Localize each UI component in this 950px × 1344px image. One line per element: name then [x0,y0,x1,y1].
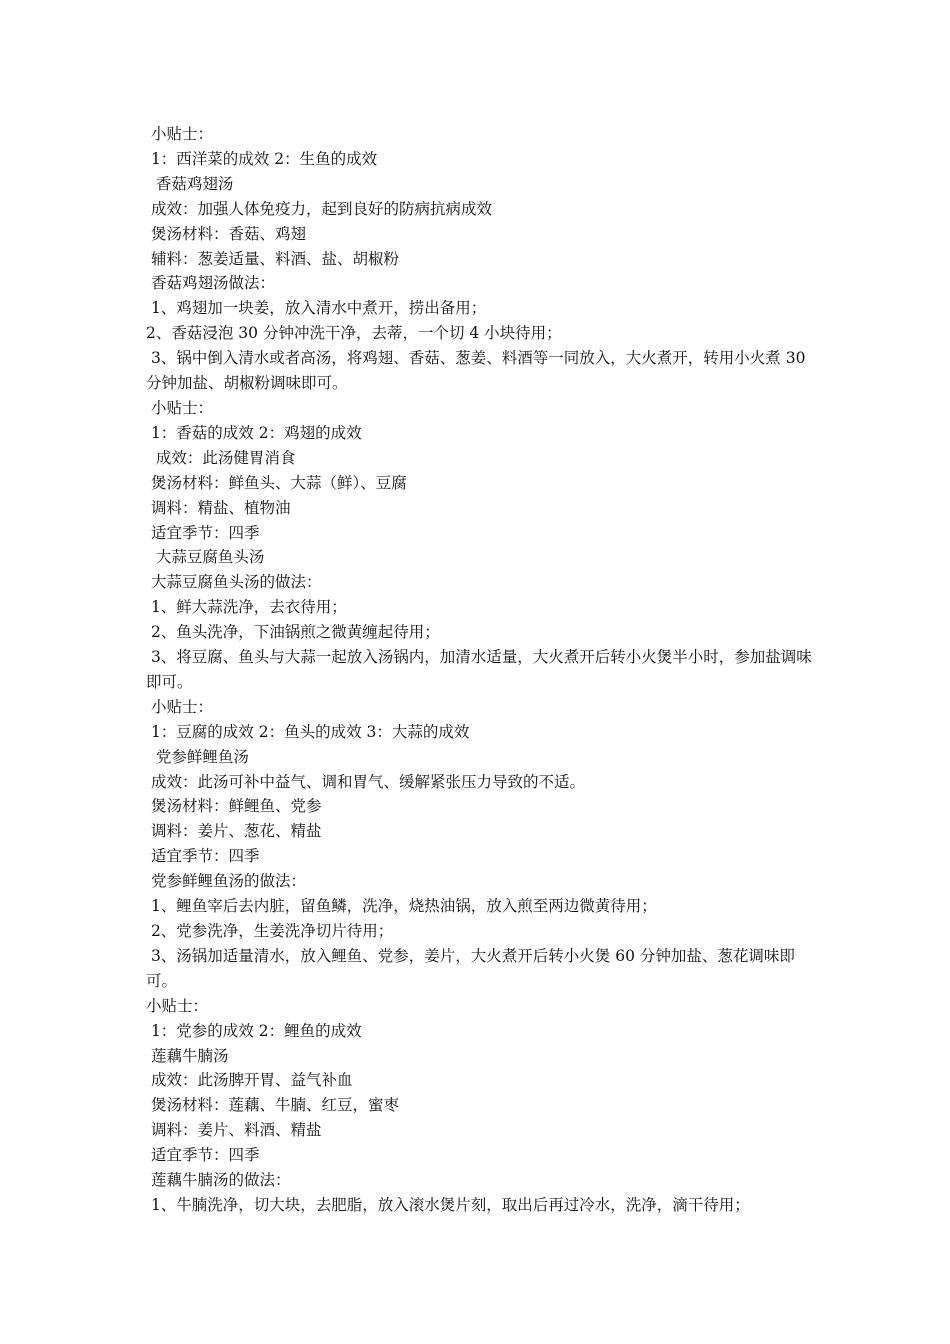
text-line: 2、香菇浸泡 30 分钟冲洗干净，去蒂，一个切 4 小块待用； [146,324,562,343]
text-line: 1：西洋菜的成效 2：生鱼的成效 [146,149,378,168]
text-line: 1：香菇的成效 2：鸡翅的成效 [146,423,362,442]
text-line: 1、牛腩洗净，切大块，去肥脂，放入滚水煲片刻，取出后再过冷水，洗净，滴干待用； [146,1195,750,1214]
text-line: 煲汤材料：莲藕、牛腩、红豆，蜜枣 [146,1096,399,1115]
text-paragraph: 3、将豆腐、鱼头与大蒜一起放入汤锅内，加清水适量，大火煮开后转小火煲半小时，参加盐调味即可。 [146,648,812,691]
text-line: 1：豆腐的成效 2：鱼头的成效 3：大蒜的成效 [146,722,470,741]
text-line: 小贴士： [146,697,213,716]
text-line: 成效：加强人体免疫力，起到良好的防病抗病成效 [146,199,492,218]
text-line: 调料：姜片、料酒、精盐 [146,1121,322,1140]
text-line: 小贴士： [146,125,213,143]
text-line: 煲汤材料：香菇、鸡翅 [146,224,306,243]
text-paragraph: 3、锅中倒入清水或者高汤，将鸡翅、香菇、葱姜、料酒等一同放入，大火煮开，转用小火煮 30 分钟加盐、胡椒粉调味即可。 [146,349,811,393]
text-line: 成效：此汤健胃消食 [146,448,296,467]
text-line: 调料：姜片、葱花、精盐 [146,822,322,841]
text-line: 煲汤材料：鲜鱼头、大蒜（鲜）、豆腐 [146,473,407,492]
text-line: 成效：此汤脾开胃、益气补血 [146,1071,353,1090]
text-line: 2、党参洗净，生姜洗净切片待用； [146,922,394,940]
text-line: 适宜季节：四季 [146,847,260,866]
text-line: 1、鸡翅加一块姜，放入清水中煮开，捞出备用； [146,299,487,318]
text-line: 辅料：葱姜适量、料酒、盐、胡椒粉 [146,249,399,268]
text-line: 2、鱼头洗净，下油锅煎之微黄缠起待用； [146,623,440,642]
text-line: 调料：精盐、植物油 [146,498,291,517]
text-line: 1、鲤鱼宰后去内脏，留鱼鳞，洗净，烧热油锅，放入煎至两边微黄待用； [146,897,657,916]
text-line: 1：党参的成效 2：鲤鱼的成效 [146,1021,362,1040]
text-line: 小贴士： [146,996,209,1015]
document-body [146,122,816,1218]
text-line: 适宜季节：四季 [146,1146,260,1165]
section-heading: 大蒜豆腐鱼头汤 [146,548,265,567]
section-heading: 莲藕牛腩汤 [146,1046,229,1065]
text-line: 1、鲜大蒜洗净，去衣待用； [146,598,347,617]
text-paragraph: 3、汤锅加适量清水，放入鲤鱼、党参，姜片，大火煮开后转小火煲 60 分钟加盐、葱花调味即可。 [146,946,795,990]
text-line: 适宜季节：四季 [146,523,260,542]
text-line: 莲藕牛腩汤的做法： [146,1171,291,1190]
text-line: 党参鲜鲤鱼汤的做法： [146,872,306,891]
text-line: 大蒜豆腐鱼头汤的做法： [146,573,322,592]
text-line: 成效：此汤可补中益气、调和胃气、缓解紧张压力导致的不适。 [146,772,585,791]
text-line: 香菇鸡翅汤做法： [146,274,275,293]
text-line: 小贴士： [146,398,213,417]
section-heading: 党参鲜鲤鱼汤 [146,747,249,766]
text-line: 煲汤材料：鲜鲤鱼、党参 [146,797,322,816]
section-heading: 香菇鸡翅汤 [146,174,234,193]
